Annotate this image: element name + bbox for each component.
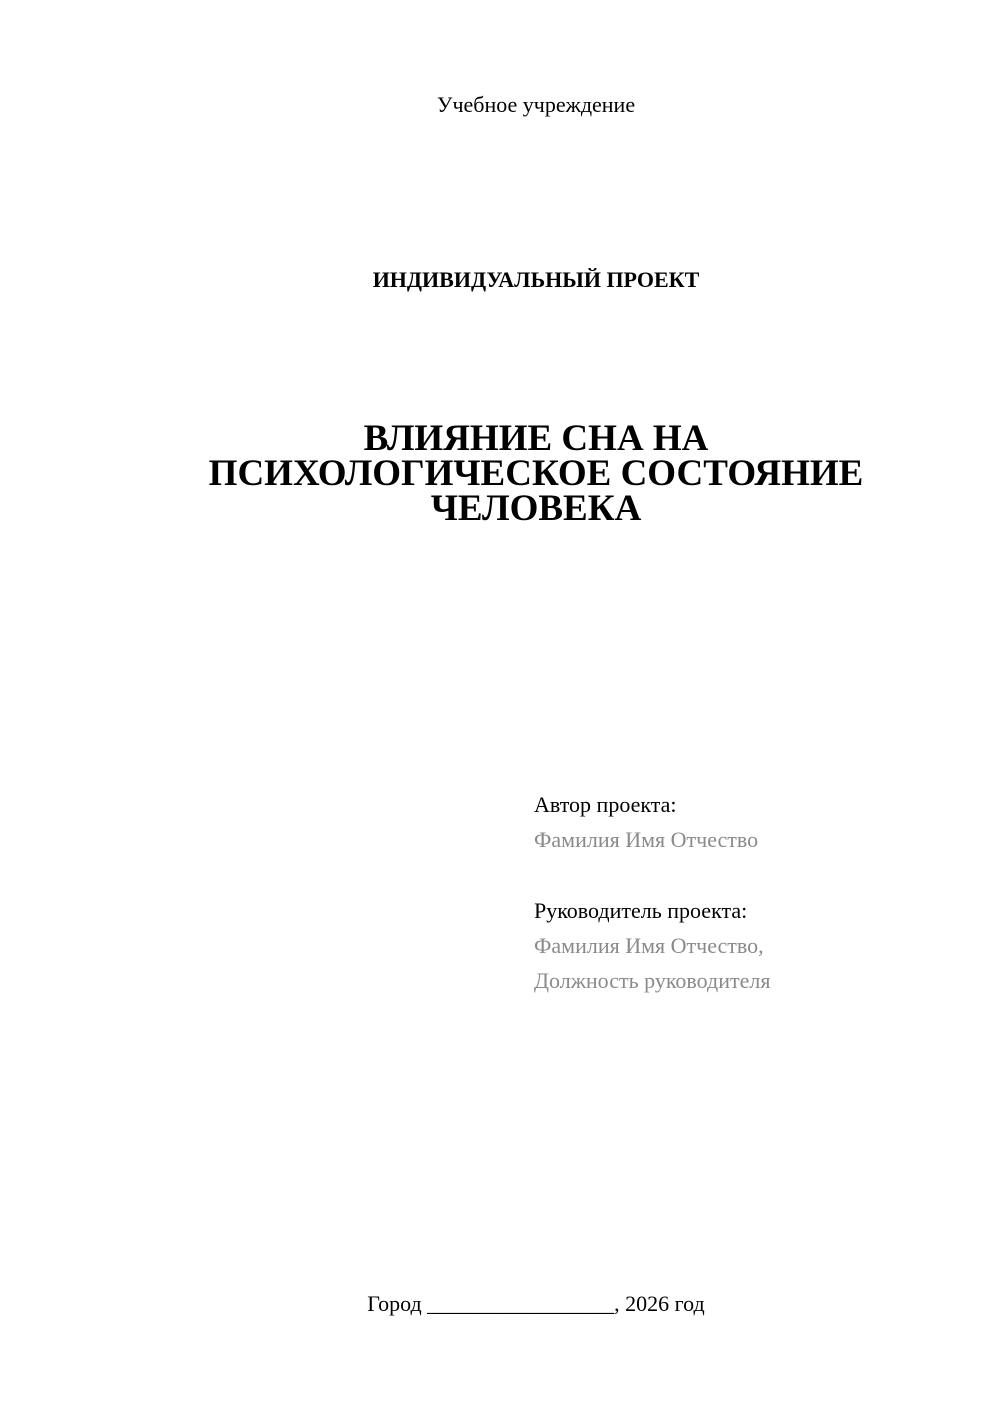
city-year-line [0, 1290, 1000, 1318]
supervisor-position: Должность руководителя [534, 968, 771, 993]
city-blank: _________________ [427, 1291, 615, 1316]
topic-line-3: ЧЕЛОВЕКА [430, 488, 642, 529]
project-credits [534, 787, 770, 998]
city-label: Город [367, 1291, 422, 1316]
project-topic-title [0, 418, 1000, 529]
year-text: , 2026 год [614, 1291, 705, 1316]
institution-name: Учебное учреждение [436, 92, 636, 117]
project-type-heading: ИНДИВИДУАЛЬНЫЙ ПРОЕКТ [372, 267, 700, 292]
supervisor-name: Фамилия Имя Отчество, [534, 933, 764, 958]
topic-line-2: ПСИХОЛОГИЧЕСКОЕ СОСТОЯНИЕ [208, 453, 864, 494]
topic-line-1: ВЛИЯНИЕ СНА НА [363, 418, 709, 459]
supervisor-label: Руководитель проекта: [534, 898, 748, 923]
credits-spacer [534, 857, 770, 893]
author-name: Фамилия Имя Отчество [534, 827, 759, 852]
author-label: Автор проекта: [534, 792, 677, 817]
